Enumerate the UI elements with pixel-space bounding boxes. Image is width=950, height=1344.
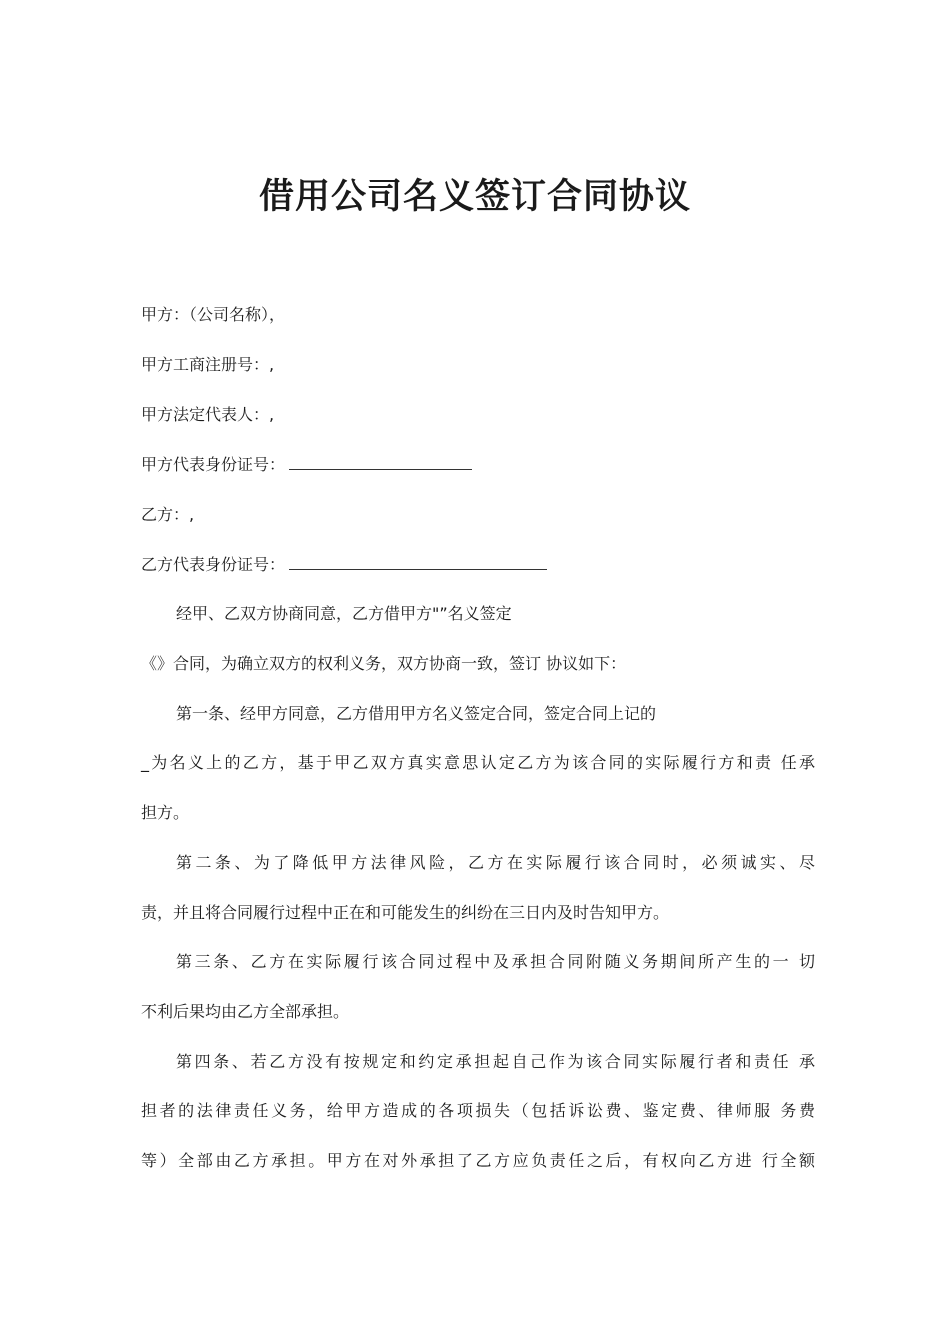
intro-line-1: 经甲、乙双方协商同意，乙方借甲方"”名义签定 bbox=[176, 604, 512, 623]
article-4-line-2: 担者的法律责任义务，给甲方造成的各项损失（包括诉讼费、鉴定费、律师服 务费 bbox=[141, 1101, 815, 1120]
party-a-id-line bbox=[141, 453, 472, 477]
document-title: 借用公司名义签订合同协议 bbox=[258, 177, 691, 217]
party-a-registration-line: 甲方工商注册号：, bbox=[141, 355, 275, 374]
article-4-line-1: 第四条、若乙方没有按规定和约定承担起自己作为该合同实际履行者和责任 承 bbox=[176, 1052, 815, 1071]
intro-line-2: 《》合同，为确立双方的权利义务，双方协商一致，签订 协议如下： bbox=[141, 654, 627, 673]
party-a-representative-line: 甲方法定代表人：, bbox=[141, 405, 275, 424]
party-a-id-blank bbox=[289, 455, 472, 470]
party-b-id-line bbox=[141, 553, 547, 577]
article-2-line-1: 第二条、为了降低甲方法律风险，乙方在实际履行该合同时，必须诚实、尽 bbox=[176, 853, 815, 872]
article-1-line-2: _为名义上的乙方，基于甲乙双方真实意思认定乙方为该合同的实际履行方和责 任承 bbox=[141, 753, 815, 772]
article-4-line-3: 等）全部由乙方承担。甲方在对外承担了乙方应负责任之后，有权向乙方进 行全额 bbox=[141, 1151, 815, 1170]
party-b-id-blank bbox=[289, 555, 547, 570]
party-b-line: 乙方：, bbox=[141, 505, 195, 524]
party-a-id-label: 甲方代表身份证号： bbox=[141, 455, 286, 474]
party-a-line: 甲方：（公司名称）， bbox=[141, 305, 286, 324]
article-1-line-3: 担方。 bbox=[141, 803, 190, 822]
party-b-id-label: 乙方代表身份证号： bbox=[141, 555, 286, 574]
article-3-line-2: 不利后果均由乙方全部承担。 bbox=[141, 1002, 350, 1021]
article-3-line-1: 第三条、乙方在实际履行该合同过程中及承担合同附随义务期间所产生的一 切 bbox=[176, 952, 815, 971]
article-2-line-2: 责，并且将合同履行过程中正在和可能发生的纠纷在三日内及时告知甲方。 bbox=[141, 903, 670, 922]
article-1-line-1: 第一条、经甲方同意，乙方借用甲方名义签定合同，签定合同上记的 bbox=[176, 704, 657, 723]
